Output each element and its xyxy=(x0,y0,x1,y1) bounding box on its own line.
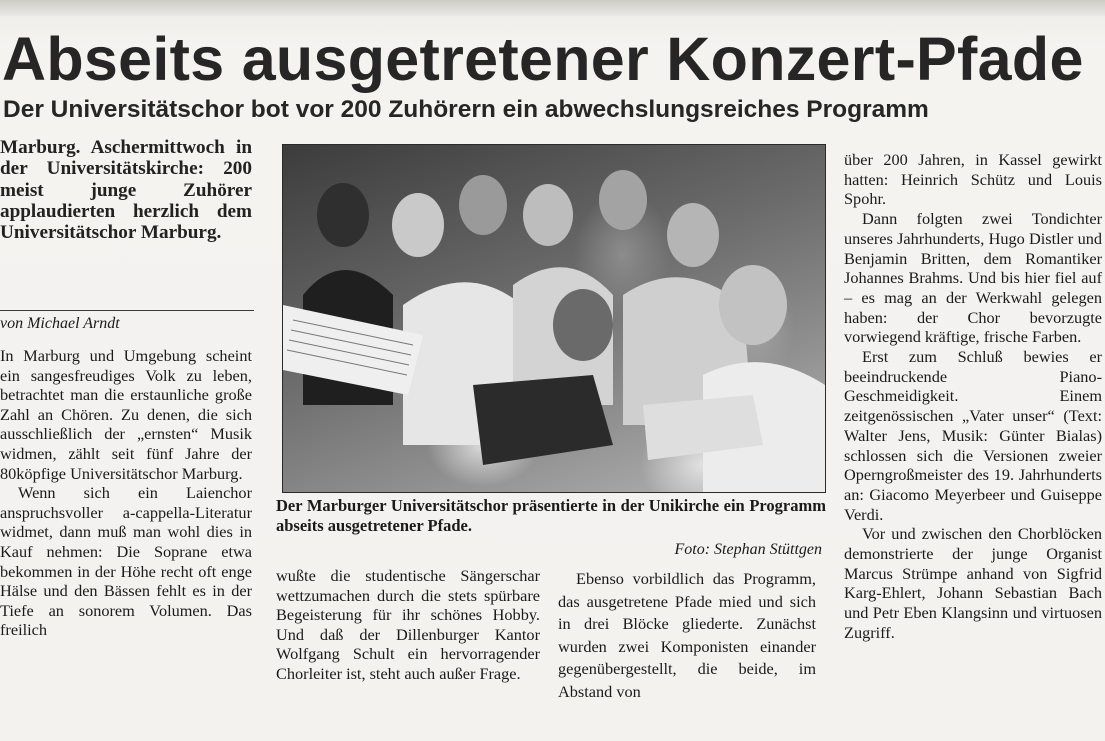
paragraph: wußte die studentische Sängerschar wettzumachen durch die stets spürbare Begeisterung für ihr schönes Hobby. Und daß der Dillenburger Kantor Wolfgang Schult ein hervorragender Chorleiter ist, steht auch außer Frage. xyxy=(276,566,540,683)
paragraph: Ebenso vorbildlich das Programm, das ausgetretene Pfade mied und sich in drei Blöcke gliederte. Zunächst wurden zwei Komponisten einander gegenübergestellt, die beide, im Abstand von xyxy=(558,569,816,701)
article-column-left xyxy=(0,346,252,640)
lead-paragraph: Marburg. Aschermittwoch in der Universitätskirche: 200 meist junge Zuhörer applaudierten herzlich dem Universitätschor Marburg. xyxy=(0,137,252,244)
paragraph: Wenn sich ein Laienchor anspruchsvoller a-cappella-Literatur widmet, dann muß man wohl dies in Kauf nehmen: Die Soprane etwa bekommen in der Höhe recht oft enge Hälse und den Bässen fehlt es in der Tiefe an sonorem Volumen. Das freilich xyxy=(0,483,252,640)
article-column-middle-2 xyxy=(558,568,816,704)
paragraph: Vor und zwischen den Chorblöcken demonstrierte der junge Organist Marcus Strümpe anhand von Sigfrid Karg-Ehlert, Johann Sebastian Bach und Petr Eben Klangsinn und virtuosen Zugriff. xyxy=(844,524,1102,642)
torn-top-edge xyxy=(0,0,1105,16)
byline: von Michael Arndt xyxy=(0,315,120,332)
paragraph: Erst zum Schluß bewies er beeindruckende Piano-Geschmeidigkeit. Einem zeitgenössischen „Vater unser“ (Text: Walter Jens, Musik: Günter Bialas) schlossen sich die Versionen zweier Operngroßmeister des 19. Jahrhunderts an: Giacomo Meyerbeer und Guiseppe Verdi. xyxy=(844,347,1102,524)
byline-divider xyxy=(0,310,254,311)
subheadline: Der Universitätschor bot vor 200 Zuhörern ein abwechslungsreiches Programm xyxy=(3,96,929,123)
photo-caption: Der Marburger Universitätschor präsentierte in der Unikirche ein Programm abseits ausgetretener Pfade. xyxy=(276,496,826,535)
article-column-middle-1 xyxy=(276,566,540,684)
choir-photo-image xyxy=(282,144,826,493)
paragraph: In Marburg und Umgebung scheint ein sangesfreudiges Volk zu leben, betrachtet man die erstaunliche große Zahl an Chören. Zu denen, die sich ausschließlich der „ernsten“ Musik widmen, zählt seit fünf Jahre der 80köpfige Universitätschor Marburg. xyxy=(0,346,252,483)
headline: Abseits ausgetretener Konzert-Pfade xyxy=(2,25,1084,93)
photo-credit: Foto: Stephan Stüttgen xyxy=(674,541,822,558)
choir-photo-illustration xyxy=(283,145,825,492)
paragraph: über 200 Jahren, in Kassel gewirkt hatten: Heinrich Schütz und Louis Spohr. xyxy=(844,150,1102,209)
paragraph: Dann folgten zwei Tondichter unseres Jahrhunderts, Hugo Distler und Benjamin Britten, dem Romantiker Johannes Brahms. Und bis hier fiel auf – es mag an der Werkwahl gelegen haben: der Chor bevorzugte vorwiegend kräftige, frische Farben. xyxy=(844,209,1102,347)
article-column-right xyxy=(844,150,1102,643)
